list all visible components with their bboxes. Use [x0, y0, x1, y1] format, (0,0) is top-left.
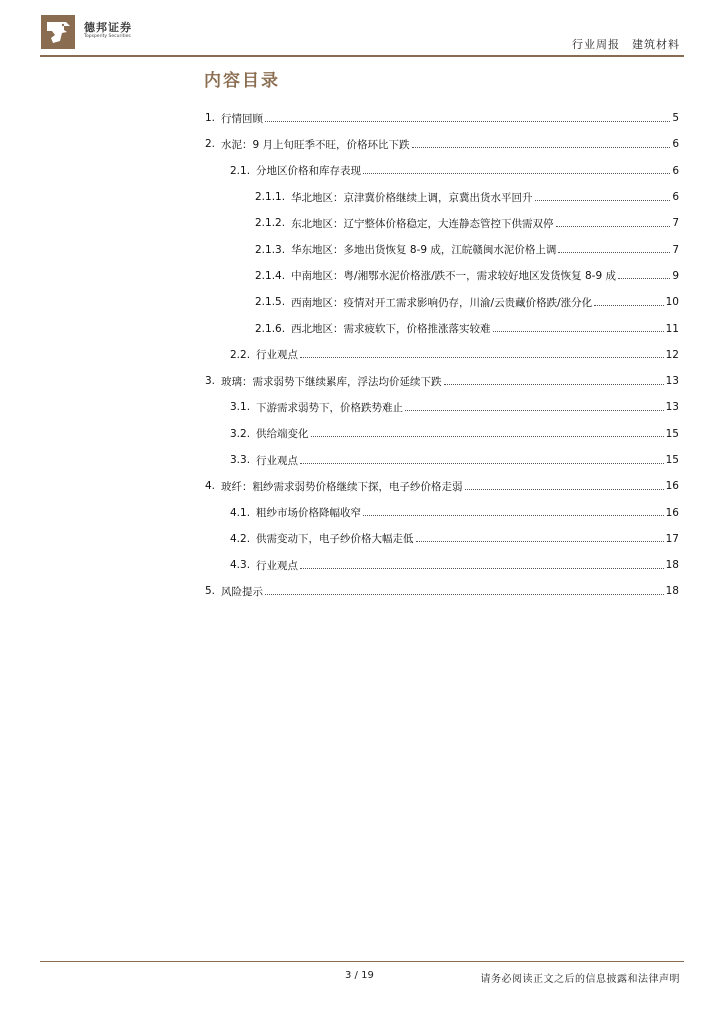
company-logo [40, 14, 180, 50]
toc-entry-number: 2.1. [230, 164, 251, 177]
logo-english-name: Topsperity Securities [84, 34, 131, 39]
toc-dot-leader [535, 200, 671, 201]
toc-entry-title: 下游需求弱势下，价格跌势难止 [256, 401, 404, 414]
toc-entry-number: 4. [205, 480, 216, 493]
logo-chinese-name: 德邦证券 [84, 21, 132, 34]
toc-entry-page: 16 [665, 506, 679, 519]
toc-entry[interactable] [205, 263, 679, 289]
toc-entry[interactable] [205, 236, 679, 262]
footer-divider [40, 961, 684, 962]
toc-entry-number: 2.1.2. [255, 217, 286, 230]
toc-entry-title: 行情回顾 [221, 112, 264, 125]
toc-entry-number: 2.1.5. [255, 296, 286, 309]
toc-dot-leader [300, 568, 664, 569]
report-category [572, 36, 680, 52]
toc-entry[interactable] [205, 342, 679, 368]
toc-entry-page: 12 [665, 348, 679, 361]
toc-dot-leader [300, 357, 664, 358]
toc-entry[interactable] [205, 184, 679, 210]
header-divider [40, 55, 684, 57]
toc-entry-title: 水泥：9 月上旬旺季不旺，价格环比下跌 [221, 138, 410, 151]
toc-dot-leader [556, 226, 671, 227]
toc-entry-page: 18 [665, 585, 679, 598]
toc-entry-page: 6 [672, 164, 679, 177]
toc-entry-page: 7 [672, 217, 679, 230]
toc-entry-title: 西南地区：疫情对开工需求影响仍存，川渝/云贵藏价格跌/涨分化 [291, 296, 593, 309]
toc-title: 内容目录 [204, 71, 280, 91]
toc-entry[interactable] [205, 552, 679, 578]
toc-dot-leader [265, 121, 670, 122]
toc-dot-leader [416, 541, 664, 542]
toc-entry-page: 9 [672, 269, 679, 282]
toc-entry[interactable] [205, 289, 679, 315]
report-sector: 建筑材料 [632, 38, 680, 51]
page-header [40, 14, 684, 54]
toc-entry-page: 11 [665, 322, 679, 335]
toc-entry-page: 13 [665, 375, 679, 388]
toc-dot-leader [594, 305, 663, 306]
toc-dot-leader [493, 331, 664, 332]
toc-entry-page: 18 [665, 559, 679, 572]
toc-entry-page: 13 [665, 401, 679, 414]
toc-entry-page: 17 [665, 532, 679, 545]
toc-entry-title: 玻璃：需求弱势下继续累库，浮法均价延续下跌 [221, 375, 442, 388]
toc-entry-title: 玻纤：粗纱需求弱势价格继续下探，电子纱价格走弱 [221, 480, 463, 493]
toc-entry-number: 1. [205, 112, 216, 125]
toc-entry-number: 4.2. [230, 532, 251, 545]
toc-entry-title: 分地区价格和库存表现 [256, 165, 362, 178]
toc-entry-title: 华东地区：多地出货恢复 8-9 成，江皖赣闽水泥价格上调 [291, 244, 557, 257]
toc-entry-page: 6 [672, 138, 679, 151]
toc-dot-leader [444, 384, 664, 385]
toc-entry[interactable] [205, 158, 679, 184]
toc-entry-title: 风险提示 [221, 585, 264, 598]
toc-dot-leader [363, 515, 664, 516]
toc-entry[interactable] [205, 421, 679, 447]
toc-entry-number: 2.1.3. [255, 243, 286, 256]
toc-entry-number: 3.2. [230, 427, 251, 440]
toc-entry-number: 2. [205, 138, 216, 151]
toc-entry-title: 行业观点 [256, 349, 299, 362]
toc-entry[interactable] [205, 368, 679, 394]
toc-entry-title: 华北地区：京津冀价格继续上调，京冀出货水平回升 [291, 191, 533, 204]
toc-entry-number: 2.1.1. [255, 191, 286, 204]
toc-entry[interactable] [205, 578, 679, 604]
toc-entry-title: 粗纱市场价格降幅收窄 [256, 507, 362, 520]
page-number: 3 / 19 [345, 970, 374, 981]
toc-dot-leader [265, 594, 664, 595]
toc-entry[interactable] [205, 447, 679, 473]
toc-dot-leader [558, 252, 670, 253]
toc-entry-title: 行业观点 [256, 454, 299, 467]
toc-entry-page: 15 [665, 454, 679, 466]
toc-dot-leader [363, 173, 670, 174]
toc-entry-number: 2.1.6. [255, 322, 286, 335]
toc-entry-number: 2.1.4. [255, 269, 286, 282]
toc-dot-leader [405, 410, 664, 411]
toc-entry-title: 供给端变化 [256, 428, 309, 441]
toc-entry-page: 7 [672, 243, 679, 256]
toc-entry-title: 供需变动下，电子纱价格大幅走低 [256, 533, 414, 546]
company-logo-icon [40, 14, 76, 50]
toc-entry[interactable] [205, 131, 679, 157]
toc-dot-leader [618, 278, 670, 279]
toc-entry[interactable] [205, 526, 679, 552]
table-of-contents [205, 105, 679, 605]
toc-entry-number: 3. [205, 375, 216, 388]
toc-entry-title: 中南地区：粤/湘鄂水泥价格涨/跌不一，需求较好地区发货恢复 8-9 成 [291, 270, 616, 283]
toc-entry-number: 4.1. [230, 506, 251, 519]
toc-entry[interactable] [205, 210, 679, 236]
toc-entry-page: 15 [665, 427, 679, 440]
toc-entry-number: 4.3. [230, 559, 251, 572]
toc-entry[interactable] [205, 473, 679, 499]
toc-entry-number: 2.2. [230, 348, 251, 361]
disclaimer-note: 请务必阅读正文之后的信息披露和法律声明 [480, 974, 680, 985]
toc-dot-leader [465, 489, 664, 490]
toc-entry[interactable] [205, 394, 679, 420]
toc-entry-page: 16 [665, 480, 679, 493]
toc-entry-title: 西北地区：需求疲软下，价格推涨落实较难 [291, 323, 491, 336]
toc-entry-title: 东北地区：辽宁整体价格稳定，大连静态管控下供需双停 [291, 217, 554, 230]
toc-entry-page: 5 [672, 112, 679, 125]
toc-dot-leader [311, 436, 664, 437]
toc-entry[interactable] [205, 105, 679, 131]
toc-dot-leader [300, 463, 664, 464]
toc-entry-page: 6 [672, 191, 679, 204]
toc-entry[interactable] [205, 499, 679, 525]
toc-entry-page: 10 [665, 296, 679, 309]
toc-entry-title: 行业观点 [256, 559, 299, 572]
report-type: 行业周报 [572, 38, 620, 51]
toc-entry-number: 3.3. [230, 454, 251, 466]
toc-dot-leader [412, 147, 671, 148]
toc-entry[interactable] [205, 315, 679, 341]
toc-entry-number: 3.1. [230, 401, 251, 414]
toc-entry-number: 5. [205, 585, 216, 598]
